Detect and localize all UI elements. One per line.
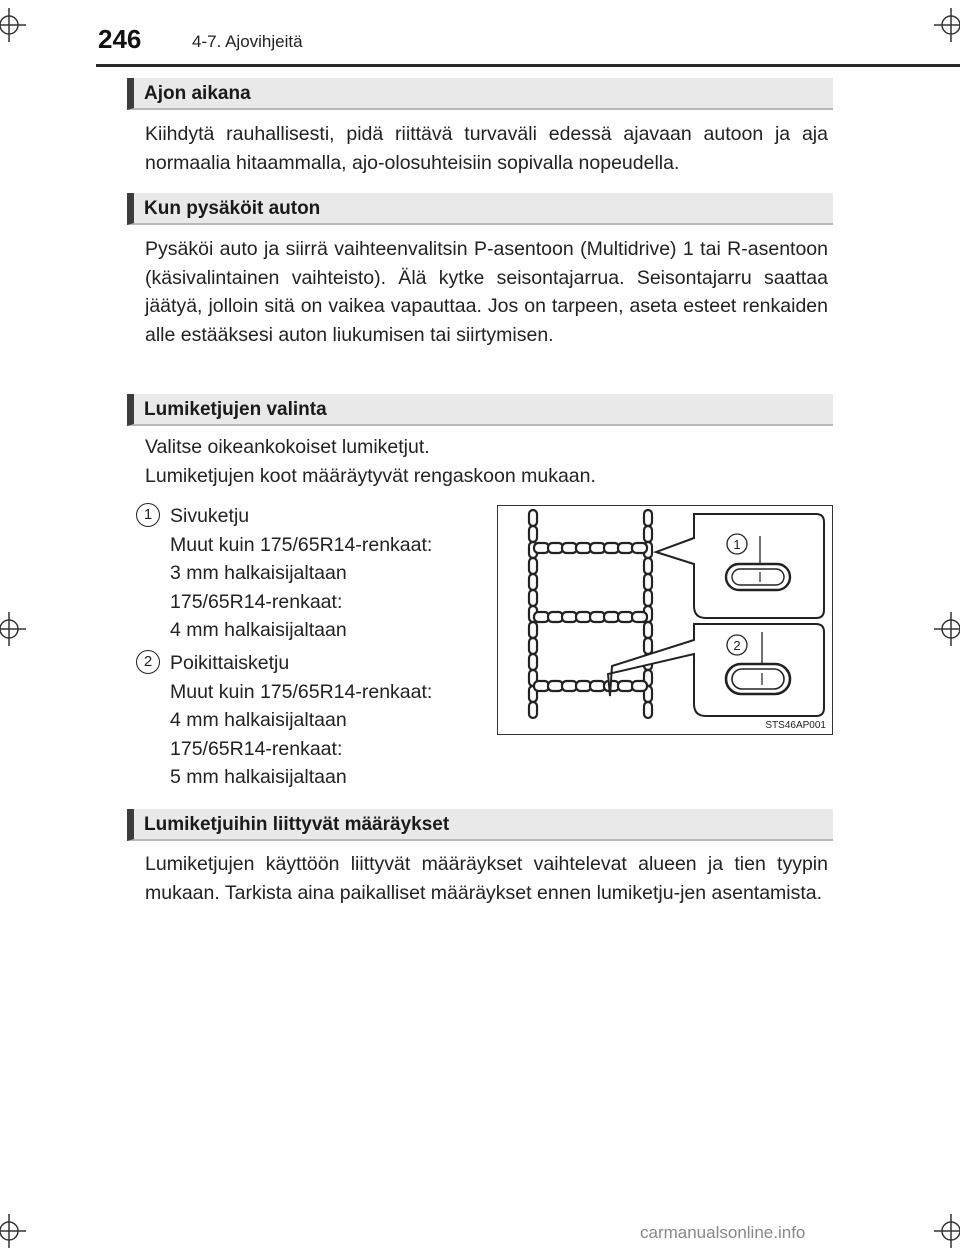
callout-number-1: 1 <box>733 537 741 552</box>
callout-box-1 <box>656 514 824 618</box>
item-line: 4 mm halkaisijaltaan <box>170 619 347 641</box>
item-line: 5 mm halkaisijaltaan <box>170 766 347 788</box>
item-line: 4 mm halkaisijaltaan <box>170 709 347 731</box>
cross-chain-bottom <box>534 681 647 691</box>
section-heading-label: Ajon aikana <box>144 83 251 104</box>
cross-chain-top <box>534 543 647 553</box>
registration-mark-icon <box>0 8 26 42</box>
snow-chain-illustration <box>497 505 833 735</box>
list-item-sivuketju <box>170 502 490 645</box>
callout-box-2 <box>608 624 824 716</box>
footer-watermark: carmanualsonline.info <box>640 1223 806 1242</box>
section-body-kun-pysakoit-auton: Pysäköi auto ja siirrä vaihteenvalitsin P-asentoon (Multidrive) 1 tai R-asentoon (käsivalintainen vaihteisto). Älä kytke seisontajarrua. Seisontajarru saattaa jäätyä, jolloin sitä on vaikea vapauttaa. Jos on tarpeen, aseta esteet renkaiden alle estääksesi auton liukumisen tai siirtymisen. <box>145 238 828 346</box>
section-heading-maaraykset <box>127 809 833 841</box>
cross-chain-middle <box>534 612 647 622</box>
figure-code: STS46AP001 <box>765 720 826 731</box>
registration-mark-icon <box>934 8 960 42</box>
registration-mark-icon <box>934 1214 960 1248</box>
registration-mark-icon <box>0 612 26 646</box>
section-heading-label: Lumiketjuihin liittyvät määräykset <box>144 814 450 835</box>
item-line: Muut kuin 175/65R14-renkaat: <box>170 680 433 703</box>
section-heading-label: Lumiketjujen valinta <box>144 399 327 420</box>
registration-mark-icon <box>934 612 960 646</box>
chain-diagram <box>498 506 832 734</box>
item-line: 175/65R14-renkaat: <box>170 590 343 613</box>
item-line: Muut kuin 175/65R14-renkaat: <box>170 533 433 556</box>
chapter-title: 4-7. Ajovihjeitä <box>192 32 303 51</box>
header-rule <box>96 64 960 67</box>
item-number-2: 2 <box>136 650 160 674</box>
section-body-maaraykset: Lumiketjujen käyttöön liittyvät määräykset vaihtelevat alueen ja tien tyypin mukaan. Tarkista aina paikalliset määräykset ennen lumiketju-jen asentamista. <box>145 853 828 904</box>
intro-line-2: Lumiketjujen koot määräytyvät rengaskoon mukaan. <box>145 465 596 487</box>
item-line: 3 mm halkaisijaltaan <box>170 562 347 584</box>
section-heading-ajon-aikana <box>127 78 833 110</box>
list-item-poikittaisketju <box>170 649 490 792</box>
item-line: Poikittaisketju <box>170 652 290 674</box>
registration-mark-icon <box>0 1214 26 1248</box>
section-heading-kun-pysakoit-auton <box>127 193 833 225</box>
item-number-1: 1 <box>136 503 160 527</box>
page-number: 246 <box>98 24 142 54</box>
section-heading-lumiketjujen-valinta <box>127 394 833 426</box>
section-heading-label: Kun pysäköit auton <box>144 198 321 219</box>
intro-line-1: Valitse oikeankokoiset lumiketjut. <box>145 436 430 458</box>
callout-number-2: 2 <box>733 638 741 653</box>
item-line: Sivuketju <box>170 505 250 527</box>
item-line: 175/65R14-renkaat: <box>170 737 343 760</box>
section-body-ajon-aikana: Kiihdytä rauhallisesti, pidä riittävä turvaväli edessä ajavaan autoon ja aja normaalia hitaammalla, ajo-olosuhteisiin sopivalla nopeudella. <box>145 123 828 174</box>
